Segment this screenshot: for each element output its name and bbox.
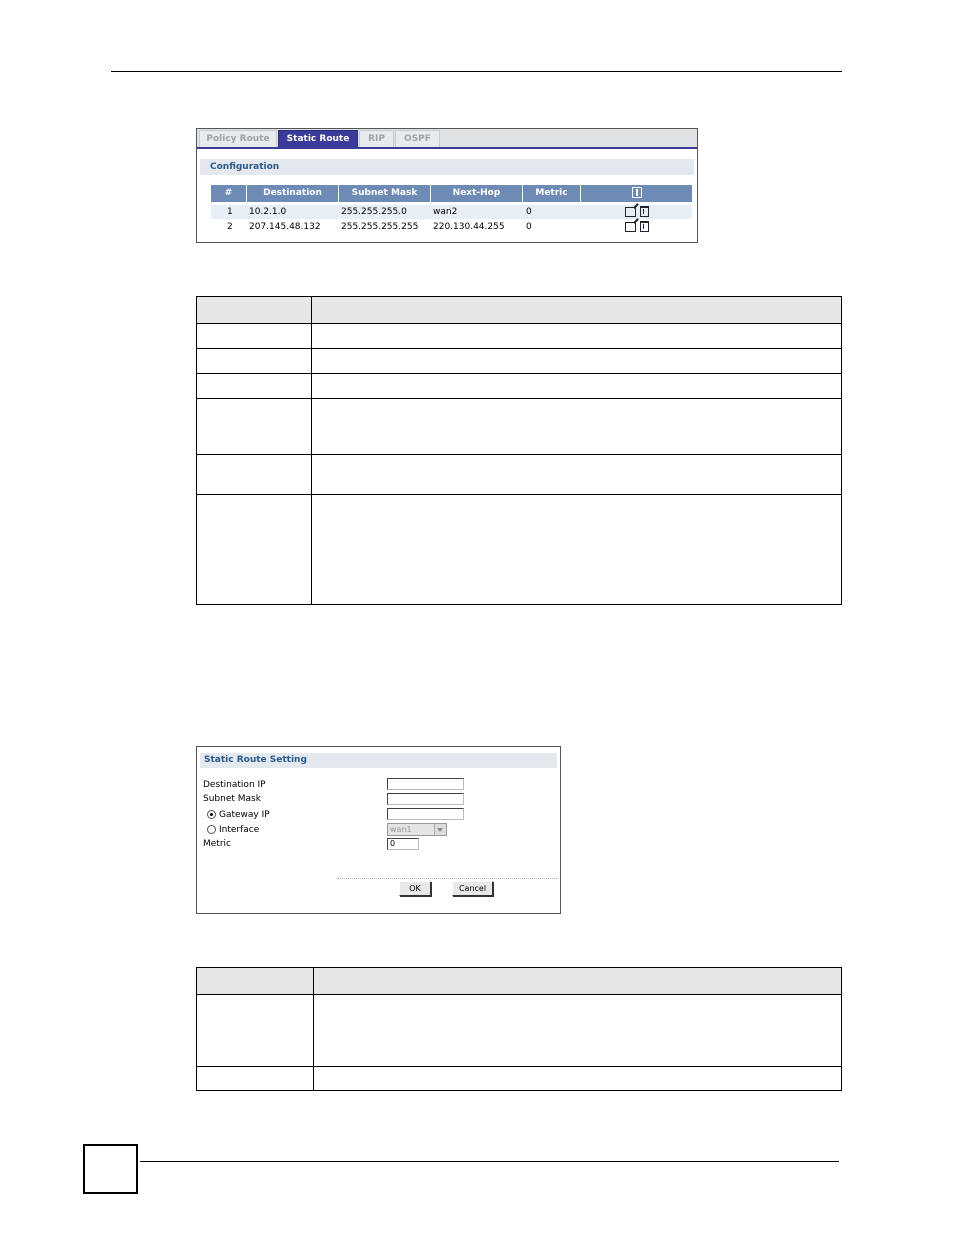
gateway-ip-option[interactable]	[207, 810, 270, 820]
tab-bar	[197, 129, 697, 147]
interface-option[interactable]	[207, 825, 259, 835]
row-metric: 0	[526, 222, 532, 232]
tab-ospf[interactable]: OSPF	[395, 130, 440, 147]
edit-icon[interactable]	[625, 222, 636, 232]
row-subnet-mask: 255.255.255.255	[341, 222, 419, 232]
table-header-row	[197, 297, 842, 324]
row-destination: 10.2.1.0	[249, 207, 287, 217]
subnet-mask-label: Subnet Mask	[203, 794, 261, 804]
destination-ip-label: Destination IP	[203, 780, 266, 790]
row-index: 1	[227, 207, 233, 217]
section-title: Configuration	[200, 159, 694, 175]
table-row	[197, 1067, 842, 1091]
row-index: 2	[227, 222, 233, 232]
row-metric: 0	[526, 207, 532, 217]
tab-policy-route[interactable]: Policy Route	[199, 130, 277, 147]
field-description-table	[196, 296, 842, 605]
table-row	[197, 324, 842, 349]
table-row	[197, 399, 842, 455]
divider	[337, 878, 557, 879]
ok-button[interactable]: OK	[399, 881, 431, 896]
table-row	[197, 495, 842, 605]
row-next-hop: wan2	[433, 207, 458, 217]
row-subnet-mask: 255.255.255.0	[341, 207, 407, 217]
destination-ip-input[interactable]	[387, 778, 464, 790]
chevron-down-icon	[434, 824, 446, 835]
column-header-index: #	[211, 185, 247, 202]
add-icon[interactable]	[632, 187, 642, 198]
table-row	[197, 374, 842, 399]
row-next-hop: 220.130.44.255	[433, 222, 505, 232]
row-actions	[625, 220, 649, 234]
table-row	[197, 995, 842, 1067]
edit-icon[interactable]	[625, 207, 636, 217]
delete-icon[interactable]	[640, 221, 649, 232]
footer-rule	[140, 1161, 839, 1162]
subnet-mask-input[interactable]	[387, 793, 464, 805]
gateway-ip-radio[interactable]	[207, 810, 216, 819]
table-row	[197, 349, 842, 374]
gateway-ip-input[interactable]	[387, 808, 464, 820]
table-header-row	[197, 968, 842, 995]
interface-select[interactable]	[387, 823, 447, 836]
column-header-subnet-mask: Subnet Mask	[339, 185, 431, 202]
section-title: Static Route Setting	[200, 753, 557, 768]
delete-icon[interactable]	[640, 206, 649, 217]
header-rule	[111, 71, 842, 72]
interface-radio[interactable]	[207, 825, 216, 834]
column-header-metric: Metric	[523, 185, 581, 202]
metric-input[interactable]: 0	[387, 838, 419, 850]
interface-select-value: wan1	[390, 825, 412, 834]
static-route-screen	[196, 128, 698, 243]
tab-underline	[197, 147, 697, 149]
gateway-ip-label: Gateway IP	[219, 810, 270, 820]
table-row	[197, 455, 842, 495]
tab-rip[interactable]: RIP	[359, 130, 394, 147]
cancel-button[interactable]: Cancel	[452, 881, 493, 896]
column-header-destination: Destination	[247, 185, 339, 202]
metric-label: Metric	[203, 839, 231, 849]
tab-static-route[interactable]: Static Route	[278, 130, 358, 147]
page-number-box	[83, 1144, 138, 1194]
row-destination: 207.145.48.132	[249, 222, 321, 232]
interface-label: Interface	[219, 825, 260, 835]
column-header-actions	[581, 185, 692, 202]
static-route-setting-screen	[196, 746, 561, 914]
setting-description-table	[196, 967, 842, 1091]
column-header-next-hop: Next-Hop	[431, 185, 523, 202]
